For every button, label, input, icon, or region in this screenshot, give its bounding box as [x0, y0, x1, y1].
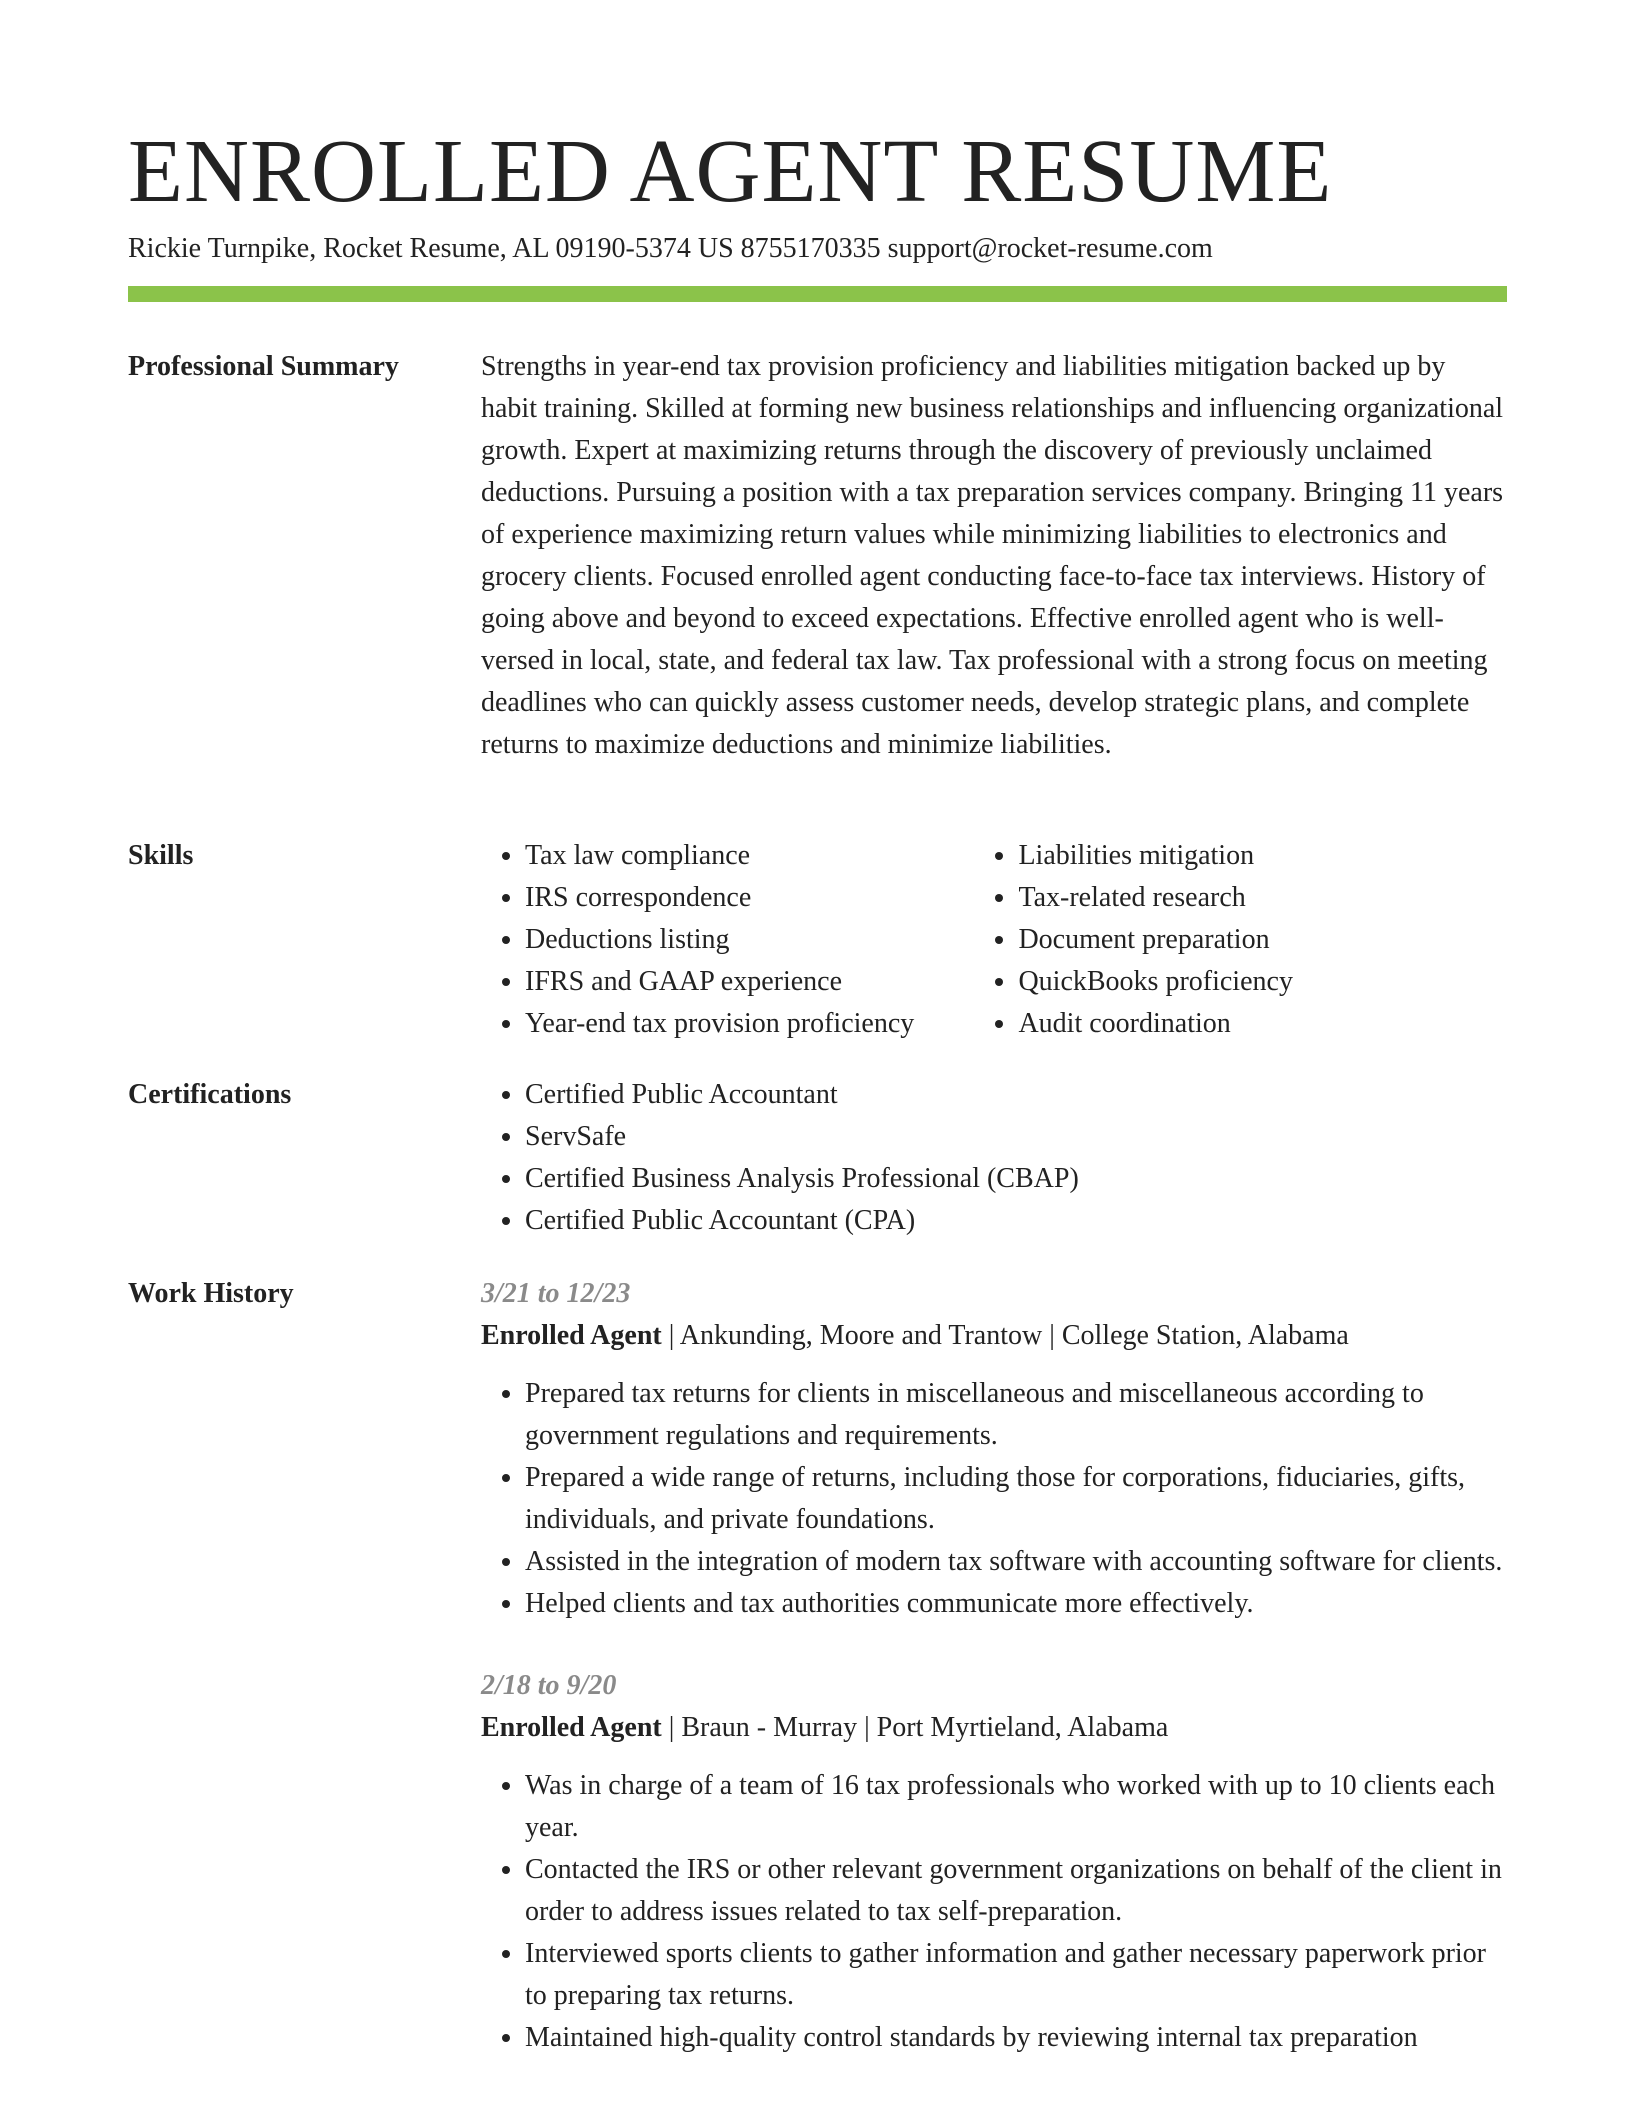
- job-bullet: • Maintained high-quality control standards by reviewing internal tax preparation: [525, 2017, 1507, 2059]
- skill-item: • Deductions listing: [525, 919, 974, 961]
- summary-label: Professional Summary: [128, 351, 399, 382]
- skills-body: [481, 835, 1507, 1045]
- job-role: Enrolled Agent: [481, 1712, 662, 1743]
- job-heading: [481, 1315, 1507, 1357]
- certifications-label: Certifications: [128, 1079, 292, 1110]
- job-bullets: [481, 1373, 1507, 1625]
- contact-location: AL 09190-5374 US: [512, 233, 734, 264]
- certification-item: • Certified Public Accountant (CPA): [525, 1200, 1507, 1242]
- job-role: Enrolled Agent: [481, 1320, 662, 1351]
- job-bullets: [481, 1765, 1507, 2059]
- job-bullet: • Was in charge of a team of 16 tax professionals who worked with up to 10 clients each year.: [525, 1765, 1507, 1849]
- work-history-label: Work History: [128, 1278, 294, 1309]
- job-heading: [481, 1707, 1507, 1749]
- job-bullet: • Prepared tax returns for clients in miscellaneous and miscellaneous according to government regulations and requirements.: [525, 1373, 1507, 1457]
- job-date: 2/18 to 9/20: [481, 1670, 617, 1701]
- summary-text: Strengths in year-end tax provision proficiency and liabilities mitigation backed up by habit training. Skilled at forming new business relationships and influencing organizational growth. Expert at maximizing returns through the discovery of previously unclaimed deductions. Pursuing a position with a tax preparation services company. Bringing 11 years of experience maximizing return values while minimizing liabilities to electronics and grocery clients. Focused enrolled agent conducting face-to-face tax interviews. History of going above and beyond to exceed expectations. Effective enrolled agent who is well-versed in local, state, and federal tax law. Tax professional with a strong focus on meeting deadlines who can quickly assess customer needs, develop strategic plans, and complete returns to maximize deductions and minimize liabilities.: [481, 351, 1504, 760]
- job-date: 3/21 to 12/23: [481, 1278, 631, 1309]
- job-details: | Ankunding, Moore and Trantow | College Station, Alabama: [661, 1320, 1349, 1351]
- job-entry: [481, 1665, 1507, 2059]
- skill-item: • IRS correspondence: [525, 877, 974, 919]
- skill-item: • Document preparation: [1018, 919, 1507, 961]
- contact-phone: 8755170335: [740, 233, 881, 264]
- skill-item: • IFRS and GAAP experience: [525, 961, 974, 1003]
- skill-item: • Tax-related research: [1018, 877, 1507, 919]
- contact-line: [128, 232, 1213, 266]
- certification-item: • Certified Business Analysis Professional (CBAP): [525, 1158, 1507, 1200]
- skills-list-right: [974, 835, 1507, 1045]
- job-bullet: • Assisted in the integration of modern tax software with accounting software for clients.: [525, 1541, 1507, 1583]
- contact-name: Rickie Turnpike,: [128, 233, 317, 264]
- job-bullet: • Contacted the IRS or other relevant government organizations on behalf of the client in order to address issues related to tax self-preparation.: [525, 1849, 1507, 1933]
- skill-item: • Year-end tax provision proficiency: [525, 1003, 974, 1045]
- summary-body: [481, 346, 1507, 766]
- job-entry: [481, 1273, 1507, 1625]
- resume-title: ENROLLED AGENT RESUME: [128, 122, 1333, 221]
- contact-email[interactable]: support@rocket-resume.com: [887, 233, 1213, 264]
- skill-item: • Liabilities mitigation: [1018, 835, 1507, 877]
- header-divider: [128, 286, 1507, 302]
- job-details: | Braun - Murray | Port Myrtieland, Alabama: [661, 1712, 1169, 1743]
- skill-item: • Tax law compliance: [525, 835, 974, 877]
- job-bullet: • Prepared a wide range of returns, including those for corporations, fiduciaries, gifts, individuals, and private foundations.: [525, 1457, 1507, 1541]
- work-history-body: [481, 1273, 1507, 2059]
- skill-item: • Audit coordination: [1018, 1003, 1507, 1045]
- certifications-list: [481, 1074, 1507, 1242]
- job-bullet: • Interviewed sports clients to gather information and gather necessary paperwork prior to preparing tax returns.: [525, 1933, 1507, 2017]
- certifications-body: [481, 1074, 1507, 1242]
- certification-item: • Certified Public Accountant: [525, 1074, 1507, 1116]
- skills-label: Skills: [128, 840, 194, 871]
- skill-item: • QuickBooks proficiency: [1018, 961, 1507, 1003]
- contact-company: Rocket Resume,: [323, 233, 507, 264]
- skills-list-left: [481, 835, 974, 1045]
- certification-item: • ServSafe: [525, 1116, 1507, 1158]
- job-bullet: • Helped clients and tax authorities communicate more effectively.: [525, 1583, 1507, 1625]
